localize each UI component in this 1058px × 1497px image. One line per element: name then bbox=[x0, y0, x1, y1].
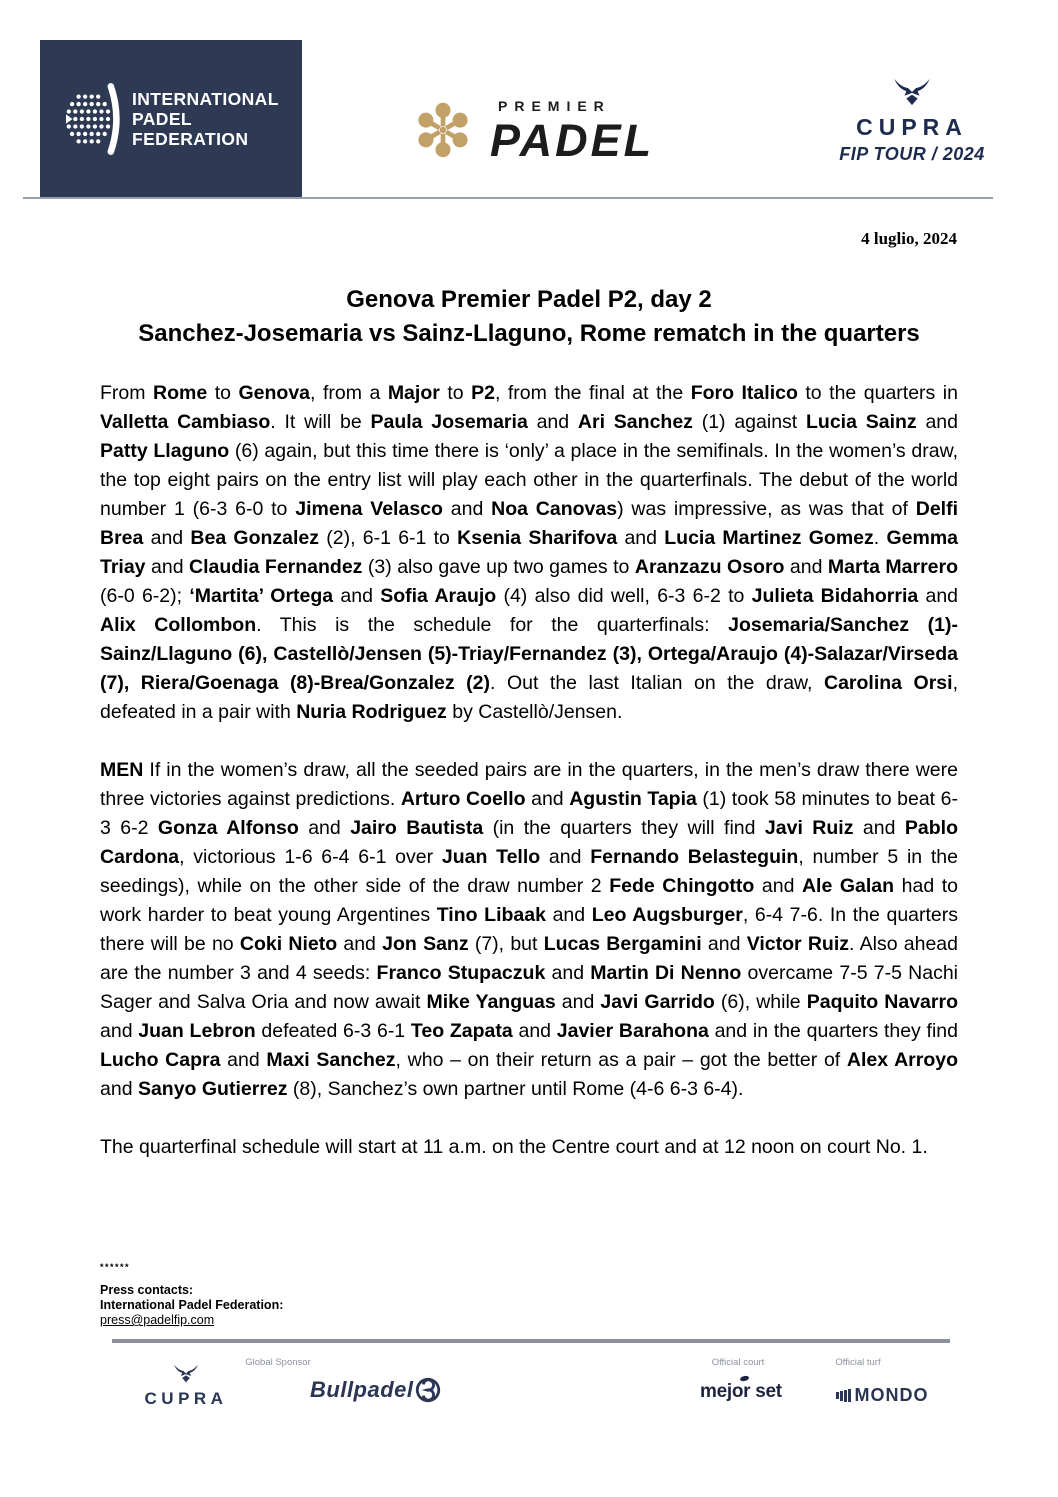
press-organization: International Padel Federation: bbox=[100, 1298, 284, 1312]
cupra-fip-tour-logo bbox=[826, 78, 998, 165]
premier-padel-asterisk-icon bbox=[412, 96, 474, 164]
ipf-line-1: INTERNATIONAL bbox=[132, 88, 279, 109]
mondo-logo bbox=[836, 1385, 929, 1406]
bullpadel-wordmark: Bullpadel bbox=[310, 1377, 414, 1402]
fip-tour-label: FIP TOUR / 2024 bbox=[839, 144, 985, 164]
ipf-line-2: PADEL bbox=[132, 108, 193, 129]
padel-label: PADEL bbox=[490, 114, 655, 166]
mondo-stripes-icon bbox=[836, 1389, 851, 1402]
official-turf-label: Official turf bbox=[835, 1357, 881, 1368]
header-divider bbox=[23, 197, 993, 199]
date-line: 4 luglio, 2024 bbox=[861, 229, 957, 248]
sponsor-divider bbox=[112, 1339, 950, 1343]
mejorset-logo bbox=[700, 1381, 782, 1403]
page-title bbox=[100, 283, 958, 351]
premier-label: PREMIER bbox=[498, 97, 611, 114]
cupra-footer-logo bbox=[138, 1364, 234, 1409]
cupra-wordmark: CUPRA bbox=[856, 114, 968, 140]
article-paragraph-women: From Rome to Genova, from a Major to P2, from the final at the Foro Italico to the quarters in Valletta Cambiaso. It will be Paula Josemaria and Ari Sanchez (1) against Lucia Sainz and Patty Llaguno (6) again, but this time there is ‘only’ a place in the semifinals. In the women’s draw, the top eight pairs on the entry list will play each other in the quarterfinals. The debut of the world number 1 (6-3 6-0 to Jimena Velasco and Noa Canovas) was impressive, as was that of Delfi Brea and Bea Gonzalez (2), 6-1 6-1 to Ksenia Sharifova and Lucia Martinez Gomez. Gemma Triay and Claudia Fernandez (3) also gave up two games to Aranzazu Osoro and Marta Marrero (6-0 6-2); ‘Martita’ Ortega and Sofia Araujo (4) also did well, 6-3 6-2 to Julieta Bidahorria and Alix Collombon. This is the schedule for the quarterfinals: Josemaria/Sanchez (1)-Sainz/Llaguno (6), Castellò/Jensen (5)-Triay/Fernandez (3), Ortega/Araujo (4)-Salazar/Virseda (7), Riera/Goenaga (8)-Brea/Gonzalez (2). Out the last Italian on the draw, Carolina Orsi, defeated in a pair with Nuria Rodriguez by Castellò/Jensen. bbox=[100, 382, 959, 723]
bullpadel-emblem-icon bbox=[414, 1376, 442, 1404]
premier-padel-wordmark bbox=[490, 97, 655, 166]
cupra-footer-wordmark: CUPRA bbox=[144, 1389, 228, 1408]
cupra-bull-icon bbox=[893, 78, 931, 106]
ipf-ball-icon bbox=[66, 80, 122, 158]
premier-padel-logo bbox=[412, 96, 654, 164]
global-sponsor-label: Global Sponsor bbox=[245, 1357, 311, 1368]
ipf-logo-box bbox=[40, 40, 302, 197]
article-body bbox=[100, 379, 958, 1191]
asterisk-separator: ****** bbox=[100, 1262, 131, 1272]
bullpadel-logo bbox=[310, 1376, 442, 1404]
ipf-line-3: FEDERATION bbox=[132, 128, 249, 149]
mondo-wordmark: MONDO bbox=[854, 1385, 929, 1405]
article-paragraph-men: MEN If in the women’s draw, all the seeded pairs are in the quarters, in the men’s draw there were three victories against predictions. Arturo Coello and Agustin Tapia (1) took 58 minutes to beat 6-3 6-2 Gonza Alfonso and Jairo Bautista (in the quarters they will find Javi Ruiz and Pablo Cardona, victorious 1-6 6-4 6-1 over Juan Tello and Fernando Belasteguin, number 5 in the seedings), while on the other side of the draw number 2 Fede Chingotto and Ale Galan had to work harder to beat young Argentines Tino Libaak and Leo Augsburger, 6-4 7-6. In the quarters there will be no Coki Nieto and Jon Sanz (7), but Lucas Bergamini and Victor Ruiz. Also ahead are the number 3 and 4 seeds: Franco Stupaczuk and Martin Di Nenno overcame 7-5 7-5 Nachi Sager and Salva Oria and now await Mike Yanguas and Javi Garrido (6), while Paquito Navarro and Juan Lebron defeated 6-3 6-1 Teo Zapata and Javier Barahona and in the quarters they find Lucho Capra and Maxi Sanchez, who – on their return as a pair – got the better of Alex Arroyo and Sanyo Gutierrez (8), Sanchez’s own partner until Rome (4-6 6-3 6-4). bbox=[100, 759, 959, 1100]
title-line-2: Sanchez-Josemaria vs Sainz-Llaguno, Rome rematch in the quarters bbox=[138, 320, 920, 347]
mejorset-wordmark: mejor set bbox=[700, 1381, 782, 1402]
official-court-label: Official court bbox=[711, 1357, 765, 1368]
ipf-logo-text bbox=[132, 89, 279, 149]
title-line-1: Genova Premier Padel P2, day 2 bbox=[346, 286, 712, 313]
article-paragraph-schedule: The quarterfinal schedule will start at 11 a.m. on the Centre court and at 12 noon on court No. 1. bbox=[100, 1136, 928, 1158]
press-email-link[interactable]: press@padelfip.com bbox=[100, 1313, 215, 1327]
press-contacts-block bbox=[100, 1283, 283, 1328]
cupra-bull-icon bbox=[173, 1364, 199, 1383]
press-contacts-label: Press contacts: bbox=[100, 1283, 194, 1297]
